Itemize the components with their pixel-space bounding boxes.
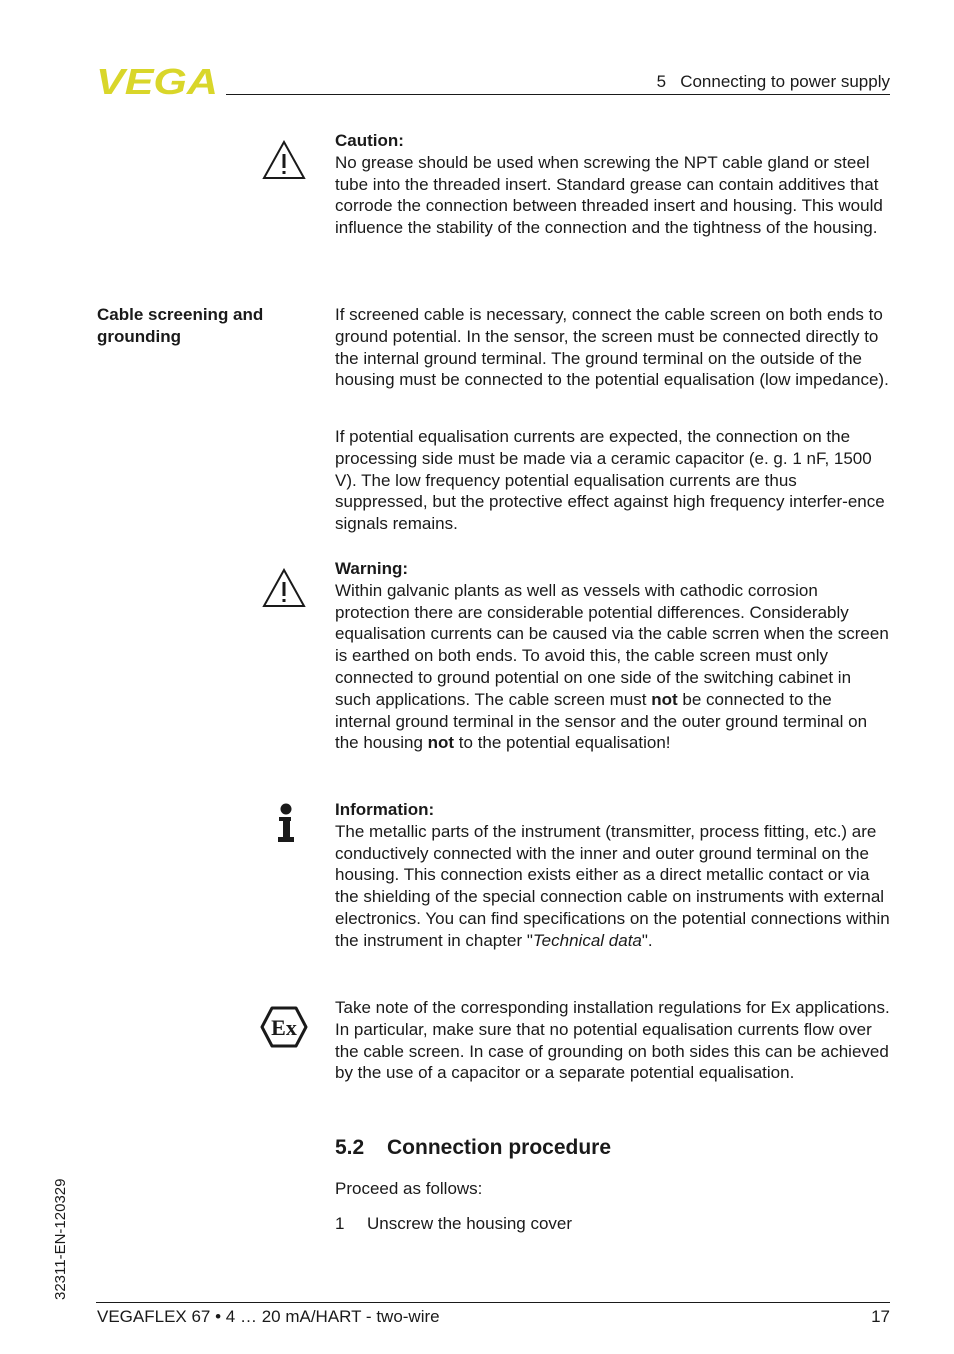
- logo-text: VEGA: [96, 66, 218, 96]
- cable-screening-para-1: If screened cable is necessary, connect the cable screen on both ends to ground potential. In the sensor, the screen must be connected directly to the internal ground terminal. The ground terminal on the outside of the housing must be connected to the potential equalisation (low impedance).: [335, 305, 889, 390]
- information-title: Information:: [335, 800, 435, 819]
- ex-hexagon-icon: [260, 1006, 308, 1048]
- info-icon: [276, 803, 296, 843]
- footer-divider: [96, 1302, 890, 1303]
- caution-title: Caution:: [335, 131, 404, 150]
- warning-text-part: to the potential equalisation!: [454, 733, 671, 753]
- section-number: 5.2: [335, 1136, 365, 1159]
- header-section-title: 5 Connecting to power supply: [656, 72, 890, 91]
- warning-emphasis: not: [651, 689, 678, 709]
- warning-title: Warning:: [335, 559, 409, 578]
- warning-emphasis: not: [427, 733, 455, 753]
- section-title: Connection procedure: [387, 1136, 612, 1159]
- step-text: Unscrew the housing cover: [367, 1214, 573, 1233]
- list-item: [335, 1213, 891, 1235]
- svg-text:Ex: Ex: [271, 1015, 297, 1040]
- step-number: 1: [335, 1214, 345, 1233]
- caution-text: No grease should be used when screwing the NPT cable gland or steel tube into the threaded insert. Standard grease can contain additives that corrode the connection between threaded insert and housing. This would influence the stability of the connection and the tightness of the housing.: [335, 152, 883, 238]
- warning-triangle-icon: [262, 568, 306, 608]
- document-code: 32311-EN-120329: [52, 1178, 69, 1300]
- page-number: 17: [871, 1307, 890, 1326]
- information-text-part: The metallic parts of the instrument (transmitter, process fitting, etc.) are conductively connected with the inner and outer ground terminal on the housing. This connection exists either as a direct metallic contact or via the shielding of the special connection cable on instruments with external electronics. You can find specifications on the potential connections within the instrument in chapter ": [335, 821, 890, 950]
- section-heading: [335, 1136, 611, 1160]
- warning-triangle-icon: [262, 140, 306, 180]
- information-text: [335, 821, 891, 952]
- ex-note-text: Take note of the corresponding installation regulations for Ex applications. In particular, make sure that no potential equalisation currents flow over the cable screen. In case of grounding on both sides this can be achieved by the use of a capacitor or a separate potential equalisation.: [335, 998, 890, 1083]
- information-block: [335, 799, 891, 952]
- warning-block: [335, 558, 891, 754]
- warning-text: [335, 580, 891, 754]
- side-heading-cable-screening: Cable screening and grounding: [97, 305, 264, 346]
- information-text-part: ".: [641, 930, 653, 950]
- chapter-reference: Technical data: [532, 930, 642, 950]
- warning-text-part: be connected to the internal ground terminal in the sensor and the outer ground terminal on the housing: [335, 689, 868, 753]
- cable-screening-para-2: If potential equalisation currents are expected, the connection on the processing side must be made via a ceramic capacitor (e. g. 1 nF, 1500 V). The low frequency potential equalisation currents are thus suppressed, but the protective effect against high frequency interfer-ence signals remains.: [335, 427, 885, 534]
- caution-block: [335, 130, 891, 239]
- vega-logo: [96, 66, 220, 96]
- procedure-intro: Proceed as follows:: [335, 1179, 483, 1198]
- footer-doc-title: VEGAFLEX 67 • 4 … 20 mA/HART - two-wire: [97, 1307, 440, 1326]
- header-divider: [226, 94, 890, 95]
- warning-text-part: Within galvanic plants as well as vessels with cathodic corrosion protection there are considerable potential differences. Considerably equalisation currents can be caused via the cable scrren when the screen is earthed on both ends. To avoid this, the cable screen must only connected to ground potential on one side of the switching cabinet in such applications. The cable screen must: [335, 580, 889, 709]
